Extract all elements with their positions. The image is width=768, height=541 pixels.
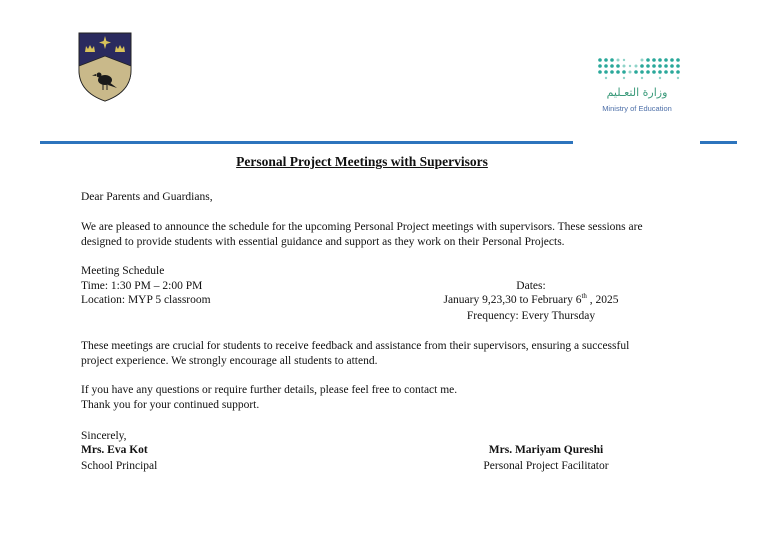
signer1-title: School Principal [81,460,158,472]
meeting-frequency: Frequency: Every Thursday [466,310,596,322]
moe-dots-icon [596,56,680,80]
body-paragraph-3: Thank you for your continued support. [81,399,260,411]
schedule-heading: Meeting Schedule [81,265,165,277]
moe-english-text: Ministry of Education [602,104,672,113]
signer1-name [81,443,148,458]
intro-paragraph: We are pleased to announce the schedule for the upcoming Personal Project meetings with supervisors. These sessions are designed to provide students with essential guidance and support as they work on their Personal Projects. [81,221,643,248]
letter-title: Personal Project Meetings with Supervisors [236,154,488,169]
closing: Sincerely, [81,430,127,442]
body-paragraph-1: These meetings are crucial for students to receive feedback and assistance from their supervisors, ensuring a successful project experience. We strongly encourage all students to attend. [81,340,630,367]
signer2-title: Personal Project Facilitator [483,460,609,472]
body-paragraph-2: If you have any questions or require further details, please feel free to contact me. [81,384,458,396]
signer2-name [440,443,652,458]
greeting: Dear Parents and Guardians, [81,191,213,203]
header-rule-right [700,141,737,144]
header-rule [40,141,573,144]
signer2-name-text: Mrs. Mariyam Qureshi [488,444,604,456]
dates-range: January 9,23,30 to February 6 [443,294,582,306]
dates-ordinal: th [581,292,587,301]
moe-arabic-text: وزارة التعـليم [606,86,668,99]
school-crest-logo [78,32,132,102]
dates-year: , 2025 [586,294,619,306]
meeting-time: Time: 1:30 PM – 2:00 PM [81,280,203,292]
signer1-name-text: Mrs. Eva Kot [81,444,148,456]
meeting-location: Location: MYP 5 classroom [81,294,211,306]
dates-label: Dates: [516,280,546,292]
ministry-of-education-logo [594,56,684,120]
meeting-dates [424,293,638,308]
